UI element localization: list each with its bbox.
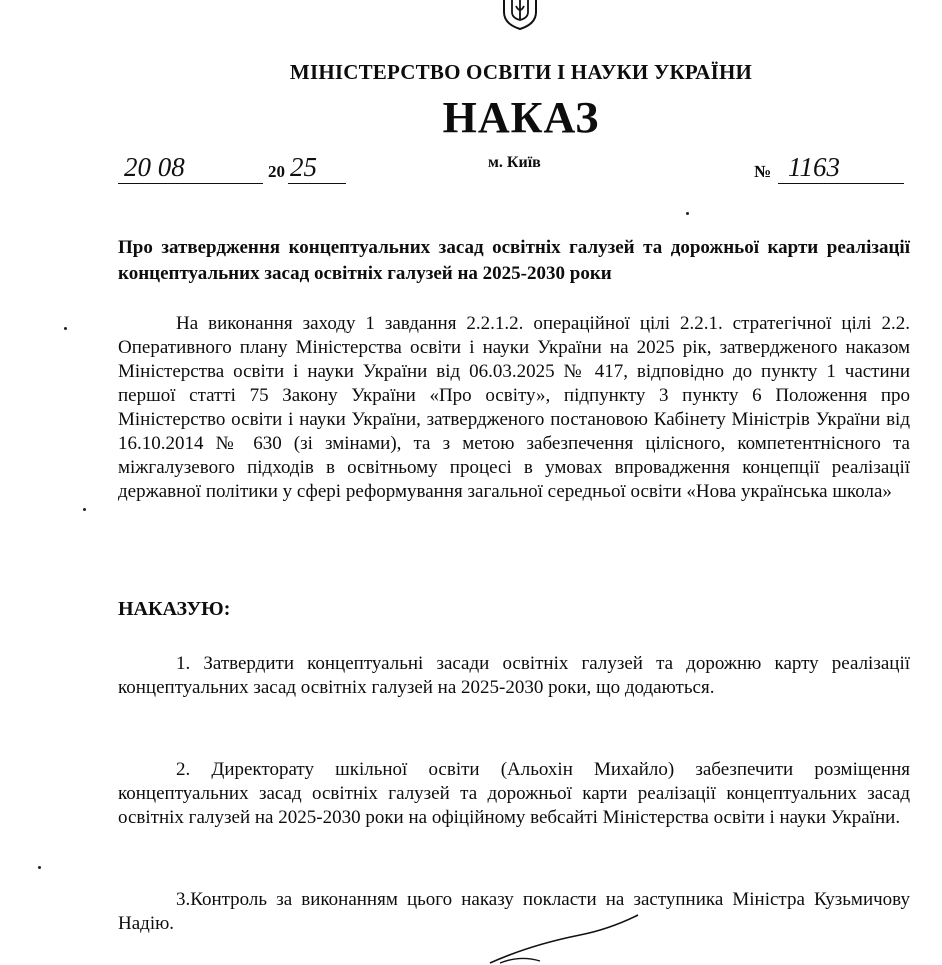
order-date xyxy=(118,152,328,186)
ministry-name: МІНІСТЕРСТВО ОСВІТИ І НАУКИ УКРАЇНИ xyxy=(289,60,753,84)
order-item-2: 2. Директорату шкільної освіти (Альохін Михайло) забезпечити розміщення концептуальних засад освітніх галузей та дорожньої карти реалізації концептуальних засад освітніх галузей на 2025-2030 роки на офіційному вебсайті Міністерства освіти і науки України. xyxy=(118,759,910,828)
number-sign: № xyxy=(754,162,772,181)
order-item-3: 3.Контроль за виконанням цього наказу покласти на заступника Міністра Кузьмичову Надію. xyxy=(118,889,910,934)
scan-speck xyxy=(38,866,41,869)
year-prefix: 20 xyxy=(268,162,285,181)
trident-coat-of-arms-icon xyxy=(500,0,540,30)
order-heading: НАКАЗУЮ: xyxy=(118,598,231,620)
order-item-1: 1. Затвердити концептуальні засади освітніх галузей та дорожню карту реалізації концептуальних засад освітніх галузей на 2025-2030 роки, що додаються. xyxy=(118,653,910,698)
order-number xyxy=(754,152,904,186)
preamble-paragraph: На виконання заходу 1 завдання 2.2.1.2. операційної цілі 2.2.1. стратегічної цілі 2.2. Оперативного плану Міністерства освіти і науки України на 2025 рік, затвердженого наказом Міністерства освіти і науки України від 06.03.2025 № 417, відповідно до пункту 1 частини першої статті 75 Закону України «Про освіту», підпункту 3 пункту 6 Положення про Міністерство освіти і науки України, затвердженого постановою Кабінету Міністрів України від 16.10.2014 № 630 (зі змінами), та з метою забезпечення цілісного, компетентнісного та міжгалузевого підходів в освітньому процесі в умовах впровадження концепції реалізації державної політики у сфері реформування загальної середньої освіти «Нова українська школа» xyxy=(118,313,910,502)
handwritten-signature xyxy=(470,905,650,965)
handwritten-day-month: 20 08 xyxy=(124,152,185,182)
scan-speck xyxy=(686,212,689,215)
document-type-title: НАКАЗ xyxy=(442,93,600,142)
handwritten-number: 1163 xyxy=(788,152,840,182)
scan-speck xyxy=(83,508,86,511)
issue-city: м. Київ xyxy=(488,154,541,171)
order-subject: Про затвердження концептуальних засад освітніх галузей та дорожньої карти реалізації концептуальних засад освітніх галузей на 2025-2030 роки xyxy=(118,237,910,284)
handwritten-year: 25 xyxy=(290,152,317,182)
scan-speck xyxy=(64,327,67,330)
